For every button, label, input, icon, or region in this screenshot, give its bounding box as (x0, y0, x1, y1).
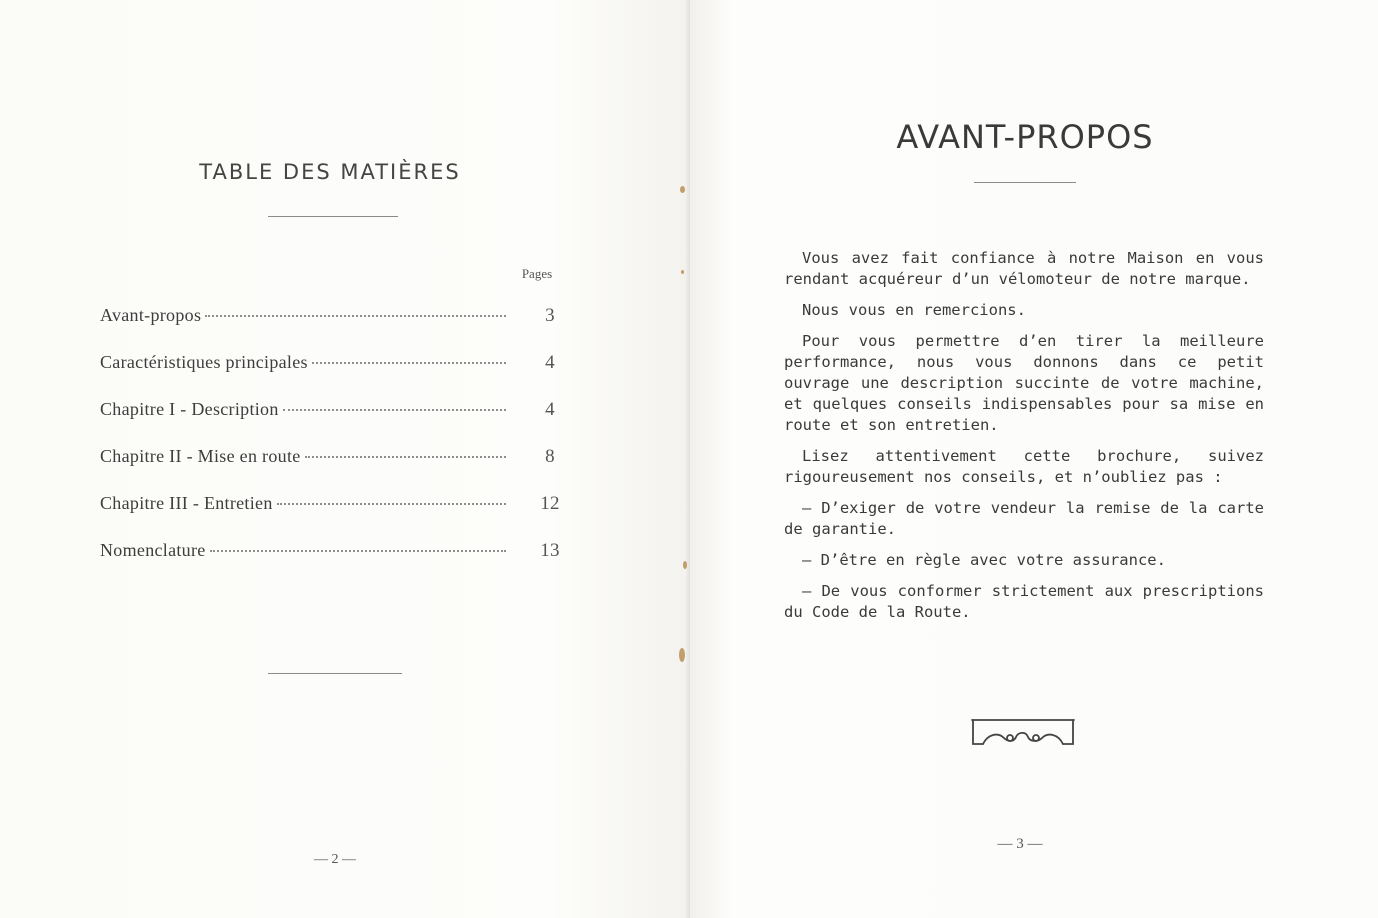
toc-row (100, 540, 570, 587)
dot-leader (277, 503, 506, 505)
foreword-body (784, 248, 1264, 633)
dot-leader (312, 362, 506, 364)
bottom-divider (268, 673, 402, 674)
toc-entry-label: Chapitre II - Mise en route (100, 446, 301, 466)
foreword-paragraph: — De vous conformer strictement aux prescriptions du Code de la Route. (784, 582, 1264, 621)
foreword-paragraph: — D’être en règle avec votre assurance. (802, 551, 1166, 569)
toc-entry-page: 3 (545, 305, 555, 326)
foreword-title: AVANT-PROPOS (896, 118, 1154, 156)
toc-entry-page: 12 (540, 493, 560, 514)
toc-entry-label: Chapitre III - Entretien (100, 493, 273, 513)
toc-entry-label: Caractéristiques principales (100, 352, 308, 372)
toc-entry-label: Avant-propos (100, 305, 202, 325)
toc-row (100, 305, 570, 352)
toc-row (100, 399, 570, 446)
toc-entry-page: 13 (540, 540, 560, 561)
foreword-paragraph: Nous vous en remercions. (802, 301, 1026, 319)
page-number: — 3 — (997, 836, 1043, 852)
foreword-paragraph: Lisez attentivement cette brochure, suivez rigoureusement nos conseils, et n’oubliez pas : (784, 447, 1264, 486)
dot-leader (283, 409, 506, 411)
foreword-paragraph: — D’exiger de votre vendeur la remise de la carte de garantie. (784, 499, 1264, 538)
title-divider (268, 216, 398, 217)
toc-row (100, 446, 570, 493)
binding-mark (681, 270, 684, 274)
dot-leader (205, 315, 506, 317)
dot-leader (210, 550, 506, 552)
toc-row (100, 493, 570, 540)
scroll-ornament-icon (970, 718, 1076, 746)
binding-mark (683, 561, 687, 569)
toc-list (100, 305, 570, 587)
page-number: — 2 — (314, 852, 356, 867)
toc-entry-page: 4 (545, 352, 555, 373)
toc-entry-page: 4 (545, 399, 555, 420)
binding-mark (680, 186, 685, 193)
binding-mark (679, 648, 685, 662)
toc-entry-label: Chapitre I - Description (100, 399, 279, 419)
foreword-paragraph: Vous avez fait confiance à notre Maison en vous rendant acquéreur d’un vélomoteur de notre marque. (784, 249, 1264, 288)
dot-leader (305, 456, 506, 458)
toc-title: TABLE DES MATIÈRES (199, 160, 461, 184)
toc-entry-label: Nomenclature (100, 540, 206, 560)
title-divider (974, 182, 1076, 183)
toc-entry-page: 8 (545, 446, 555, 467)
toc-row (100, 352, 570, 399)
foreword-paragraph: Pour vous permettre d’en tirer la meilleure performance, nous vous donnons dans ce petit ouvrage une description succinte de votre machine, et quelques conseils indispensables pour sa mise en route et son entretien. (784, 332, 1264, 434)
pages-column-heading: Pages (521, 266, 553, 281)
